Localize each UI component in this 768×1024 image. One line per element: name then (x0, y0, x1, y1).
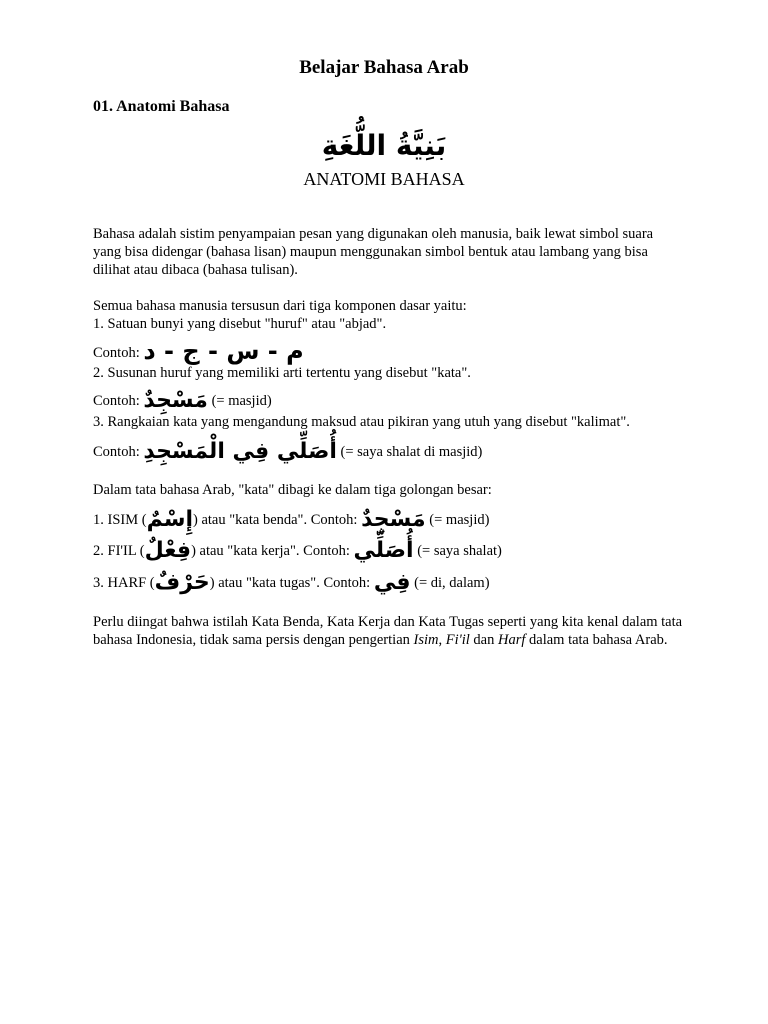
arabic-example: أُصَلِّي (353, 538, 414, 563)
example-gloss: (= masjid) (429, 512, 490, 528)
class-description: ) atau "kata tugas". Contoh: (209, 575, 371, 591)
class-fiil (93, 540, 693, 562)
class-prefix: 2. FI'IL ( (93, 543, 145, 559)
intro-paragraph: Bahasa adalah sistim penyampaian pesan yang digunakan oleh manusia, baik lewat simbol suara yang bisa didengar (bahasa lisan) maupun menggunakan simbol bentuk atau lambang yang bisa dilihat atau dibaca (bahasa tulisan). (93, 226, 654, 278)
example-gloss: (= masjid) (211, 393, 272, 409)
document-title: Belajar Bahasa Arab (299, 57, 469, 78)
example-gloss: (= saya shalat di masjid) (340, 444, 483, 460)
term-fiil: Fi'il (445, 632, 470, 648)
arabic-example: مَسْجِدٌ (361, 507, 426, 532)
example-line-1 (93, 337, 693, 365)
arabic-title: بَنِيَّةُ اللُّغَةِ (321, 129, 447, 162)
arabic-letters: م - س - ج - د (143, 337, 304, 365)
class-harf (93, 572, 693, 594)
separator: dan (469, 632, 498, 648)
class-isim (93, 509, 693, 531)
term-harf: Harf (497, 632, 526, 648)
term-isim: Isim (413, 632, 439, 648)
example-gloss: (= di, dalam) (414, 575, 490, 591)
latin-title: ANATOMI BAHASA (303, 169, 465, 189)
example-label: Contoh: (93, 345, 140, 361)
closing-paragraph (93, 613, 683, 649)
example-line-3 (93, 441, 693, 463)
separator: , (438, 632, 446, 648)
class-prefix: 1. ISIM ( (93, 512, 147, 528)
classes-intro: Dalam tata bahasa Arab, "kata" dibagi ke dalam tiga golongan besar: (93, 482, 492, 498)
arabic-example: فِي (373, 570, 411, 595)
components-intro: Semua bahasa manusia tersusun dari tiga komponen dasar yaitu: (93, 298, 467, 314)
class-description: ) atau "kata benda". Contoh: (193, 512, 358, 528)
class-description: ) atau "kata kerja". Contoh: (191, 543, 350, 559)
example-label: Contoh: (93, 444, 140, 460)
section-heading: 01. Anatomi Bahasa (93, 98, 230, 115)
example-label: Contoh: (93, 393, 140, 409)
arabic-term: إِسْمٌ (146, 507, 194, 532)
arabic-word: مَسْجِدٌ (143, 388, 208, 413)
example-line-2 (93, 390, 693, 412)
closing-text-end: dalam tata bahasa Arab. (525, 632, 668, 648)
component-item-3: 3. Rangkaian kata yang mengandung maksud atau pikiran yang utuh yang disebut "kalimat". (93, 414, 630, 430)
class-prefix: 3. HARF ( (93, 575, 155, 591)
arabic-term: فِعْلٌ (144, 538, 192, 563)
arabic-sentence: أُصَلِّي فِي الْمَسْجِدِ (143, 439, 337, 464)
closing-text: Perlu diingat bahwa istilah Kata Benda, Kata Kerja dan Kata Tugas seperti yang kita kenal dalam tata bahasa Indonesia, tidak sama persis dengan pengertian (93, 614, 683, 648)
component-item-1: 1. Satuan bunyi yang disebut "huruf" atau "abjad". (93, 316, 387, 332)
arabic-term: حَرْفٌ (154, 570, 210, 595)
component-item-2: 2. Susunan huruf yang memiliki arti tertentu yang disebut "kata". (93, 365, 471, 381)
example-gloss: (= saya shalat) (417, 543, 502, 559)
